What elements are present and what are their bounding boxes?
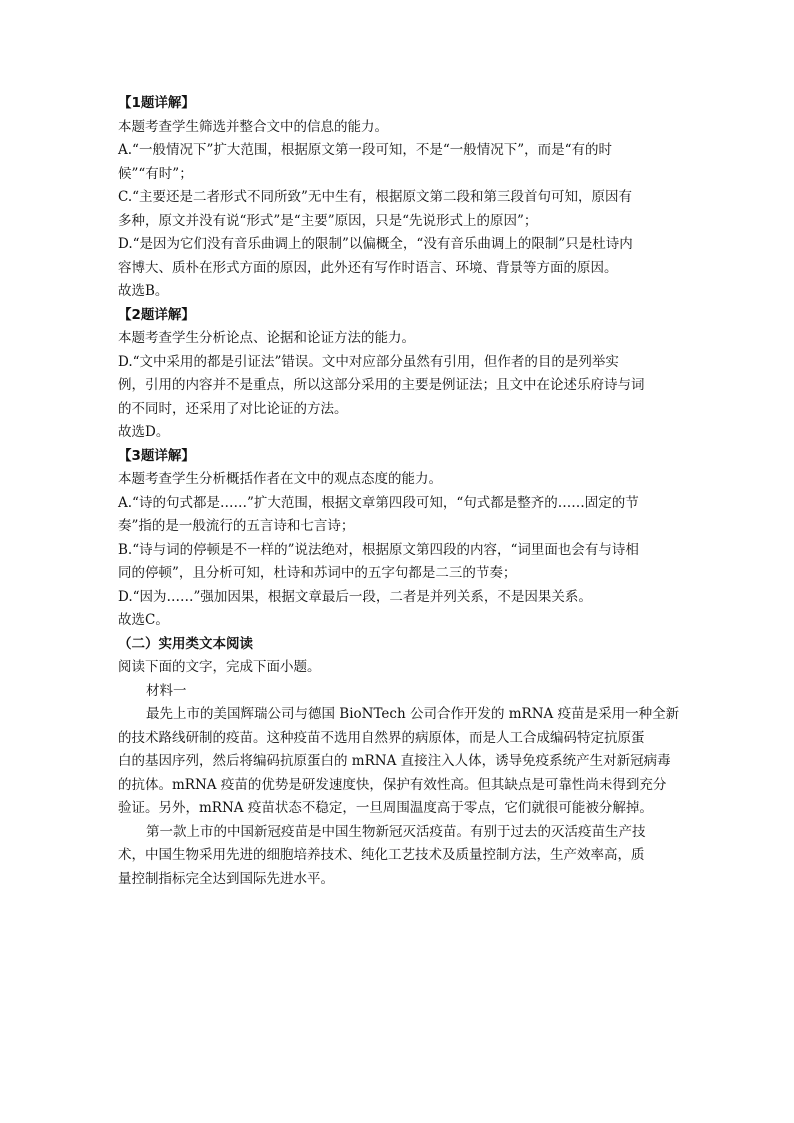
q1-option-a-line1: A.“一般情况下”扩大范围，根据原文第一段可知，不是“一般情况下”，而是“有的时: [118, 142, 613, 158]
q1-option-c-line2: 多种，原文并没有说“形式”是“主要”原因，只是“先说形式上的原因”；: [118, 212, 538, 229]
q1-option-d-line1: D.“是因为它们没有音乐曲调上的限制”以偏概全，“没有音乐曲调上的限制”只是杜诗内: [118, 236, 633, 252]
material-paragraph-1-line1: 最先上市的美国辉瑞公司与德国 BioNTech 公司合作开发的 mRNA 疫苗是采用一种全新: [146, 706, 680, 722]
q2-intro: 本题考查学生分析论点、论据和论证方法的能力。: [118, 330, 415, 346]
q3-option-a-line1: A.“诗的句式都是……”扩大范围，根据文章第四段可知，“句式都是整齐的……固定的节: [118, 494, 639, 511]
q3-intro: 本题考查学生分析概括作者在文中的观点态度的能力。: [118, 471, 442, 487]
material-paragraph-2-line3: 量控制指标完全达到国际先进水平。: [118, 870, 334, 887]
q2-answer: 故选D。: [118, 424, 170, 440]
q1-intro: 本题考查学生筛选并整合文中的信息的能力。: [118, 118, 388, 135]
material-paragraph-1-line2: 的技术路线研制的疫苗。这种疫苗不选用自然界的病原体，而是人工合成编码特定抗原蛋: [118, 729, 645, 746]
q1-option-c-line1: C.“主要还是二者形式不同所致”无中生有，根据原文第二段和第三段首句可知，原因有: [118, 189, 632, 205]
q1-option-a-line2: 候”“有时”；: [118, 165, 193, 182]
section-heading: （二）实用类文本阅读: [118, 635, 253, 652]
material-label: 材料一: [146, 682, 187, 699]
q3-option-b-line1: B.“诗与词的停顿是不一样的”说法绝对，根据原文第四段的内容，“词里面也会有与诗相: [118, 541, 639, 558]
q1-option-d-line2: 容博大、质朴在形式方面的原因，此外还有写作时语言、环境、背景等方面的原因。: [118, 259, 618, 276]
q2-option-d-line1: D.“文中采用的都是引证法”错误。文中对应部分虽然有引用，但作者的目的是列举实: [118, 353, 619, 370]
document-body: [118, 92, 678, 891]
q3-option-a-line2: 奏”指的是一般流行的五言诗和七言诗；: [118, 518, 355, 534]
q3-option-b-line2: 同的停顿”，且分析可知，杜诗和苏词中的五字句都是二三的节奏；: [118, 565, 517, 581]
material-paragraph-2-line2: 术，中国生物采用先进的细胞培养技术、纯化工艺技术及质量控制方法，生产效率高，质: [118, 847, 645, 863]
q2-option-d-line3: 的不同时，还采用了对比论证的方法。: [118, 400, 348, 417]
material-paragraph-2-line1: 第一款上市的中国新冠疫苗是中国生物新冠灭活疫苗。有别于过去的灭活疫苗生产技: [146, 823, 646, 840]
q2-heading: 【2题详解】: [118, 306, 195, 323]
section-instruction: 阅读下面的文字，完成下面小题。: [118, 659, 321, 675]
material-paragraph-1-line3: 白的基因序列，然后将编码抗原蛋白的 mRNA 直接注入人体，诱导免疫系统产生对新冠病毒: [118, 753, 671, 769]
q1-answer: 故选B。: [118, 283, 169, 299]
material-paragraph-1-line5: 验证。另外，mRNA 疫苗状态不稳定，一旦周围温度高于零点，它们就很可能被分解掉。: [118, 800, 653, 816]
q2-option-d-line2: 例，引用的内容并不是重点，所以这部分采用的主要是例证法；且文中在论述乐府诗与词: [118, 377, 645, 393]
q3-heading: 【3题详解】: [118, 447, 195, 464]
q1-heading: 【1题详解】: [118, 95, 195, 111]
q3-answer: 故选C。: [118, 612, 169, 628]
q3-option-d-line1: D.“因为……”强加因果，根据文章最后一段，二者是并列关系，不是因果关系。: [118, 588, 592, 605]
material-paragraph-1-line4: 的抗体。mRNA 疫苗的优势是研发速度快，保护有效性高。但其缺点是可靠性尚未得到充分: [118, 776, 667, 793]
